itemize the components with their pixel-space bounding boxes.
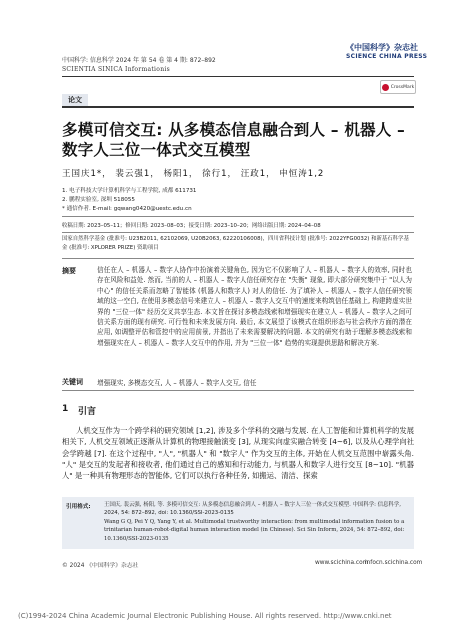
crossmark-label: CrossMark: [390, 84, 415, 90]
citation-cn: 王国庆, 裴云强, 杨阳, 等. 多模可信交互: 从多模态信息融合到人 – 机器人 – 数字人三位一体式交互模型. 中国科学: 信息科学, 2024, 54: 872–892, doi: 10.1360/SSI-2023-0135: [104, 502, 401, 517]
title-line-2: 数字人三位一体式交互模型: [62, 141, 251, 159]
corresponding-author: * 通信作者. E-mail: gqwang0420@uestc.edu.cn: [62, 206, 192, 212]
intro-paragraph: 人机交互作为一个跨学科的研究领域 [1,2], 涉及多个学科的交融与发展. 在人工智能和计算机科学的发展相关下, 人机交互领域正逐渐从计算机的物理接触演变 [3], 从现实向虚实融合转变 [4~6], 以及从心理学向社会学跨越 [7]. 在这个过程中, "人", "机器人" 和 "数字人" 作为交互的主体, 开始在人机交互范围中崭露头角. "人" 是交互的发起者和接收者, 他们通过自己的感知和行动能力, 与机器人和数字人进行交互 [8~10]. "机器人" 是一种具有物理形态的智能体, 它们可以执行各种任务, 如搬运、清洁、探索: [62, 426, 414, 481]
keywords-label: 关键词: [62, 378, 83, 386]
cnki-notice: (C)1994-2024 China Academic Journal Electronic Publishing House. All rights reserved. http://www.cnki.net: [18, 612, 392, 620]
publisher-name-en: SCIENCE CHINA PRESS: [346, 53, 428, 60]
citation-en: Wang G Q, Pei Y Q, Yang Y, et al. Multimodal trustworthy interaction: from multimodal information fusion to a trinitarian human-robot-digital human interaction model (in Chinese). Sci Sin Inform, 2024, 54: 872–892, doi: 10.1360/SSI-2023-0135: [104, 519, 405, 542]
header-rule: [62, 76, 414, 77]
journal-info-cn: 中国科学: 信息科学 2024 年 第 54 卷 第 4 期: 872–892: [62, 57, 216, 64]
article-dates: 收稿日期: 2023–05–11；修回日期: 2023–08–03；接受日期: 2023–10–20；网络出版日期: 2024–04–08: [62, 223, 321, 229]
citation-box: [62, 497, 414, 549]
title-line-1: 多模可信交互: 从多模态信息融合到人 – 机器人 –: [62, 121, 405, 139]
meta-rule-bottom: [62, 258, 414, 259]
section-number: 1: [62, 404, 69, 414]
footer-url-1[interactable]: www.scichina.com: [315, 560, 369, 566]
article-type-rule: [62, 106, 414, 108]
crossmark-badge[interactable]: [380, 80, 416, 94]
section-title: 引言: [78, 407, 97, 417]
citation-label: 引用格式:: [66, 504, 91, 510]
author-list: 王国庆1*， 裴云强1， 杨阳1， 徐行1， 汪政1， 申恒涛1,2: [62, 169, 325, 179]
abstract-label: 摘要: [62, 267, 76, 275]
publisher-logo: [343, 42, 428, 76]
affiliation-1: 1. 电子科技大学计算机科学与工程学院, 成都 611731: [62, 188, 197, 194]
abstract-rule: [62, 390, 414, 391]
article-type-tag: 论文: [62, 94, 88, 106]
publisher-name-cn: 《中国科学》杂志社: [346, 43, 418, 52]
meta-rule-mid: [62, 232, 414, 233]
abstract-text: 信任在人 – 机器人 – 数字人协作中扮演着关键角色, 因为它不仅影响了人 – 机器人 – 数字人的效率, 同时也存在风险和益处. 然而, 当前的人 – 机器人 – 数字人信任研究存在 "失衡" 现象, 即大部分研究集中于 "以人为中心" 的信任关系而忽略了智能体 (机器人和数字人) 对人的信任. 为了填补人 – 机器人 – 数字人信任研究领域的这一空白, 在使用多模态信号来建立人 – 机器人 – 数字人交互中的速度来构筑信任基础上, 构建跨虚实世界的 "三位一体" 经历交叉共享生态. 本文旨在探讨多模态线索和增强现实在建立人 – 机器人 – 数字人之间可信关系方面的现有研究. 可行性和未来发展方向. 最后, 本文展望了该模式在组织形态与社会秩序方面的潜在应用, 如调整评估和管控中的应用前景, 并指出了未来需要解决的问题. 本文的研究有助于理解多模态线索和增强现实在人 – 机器人 – 数字人交互中的作用, 并为 "三位一体" 趋势的实现提供思路和解决方案.: [97, 266, 412, 347]
affiliation-2: 2. 鹏程实验室, 深圳 518055: [62, 197, 135, 203]
footer-url-2[interactable]: infocn.scichina.com: [365, 560, 423, 566]
journal-info-en: SCIENTIA SINICA Informationis: [62, 66, 170, 73]
keywords-text: 增强现实, 多模态交互, 人 – 机器人 – 数字人交互, 信任: [97, 379, 257, 387]
funding-info: 国家自然科学基金 (批准号: U23B2011, 62102069, U20B2063, 62220106008)，四川省科技计划 (批准号: 2022YFG0032) 和新基石科学基金 (批准号: XPLORER PRIZE) 资助项目: [62, 236, 409, 251]
meta-rule-top: [62, 216, 414, 217]
crossmark-icon: [382, 84, 389, 91]
footer-copyright: © 2024 《中国科学》杂志社: [62, 563, 139, 569]
